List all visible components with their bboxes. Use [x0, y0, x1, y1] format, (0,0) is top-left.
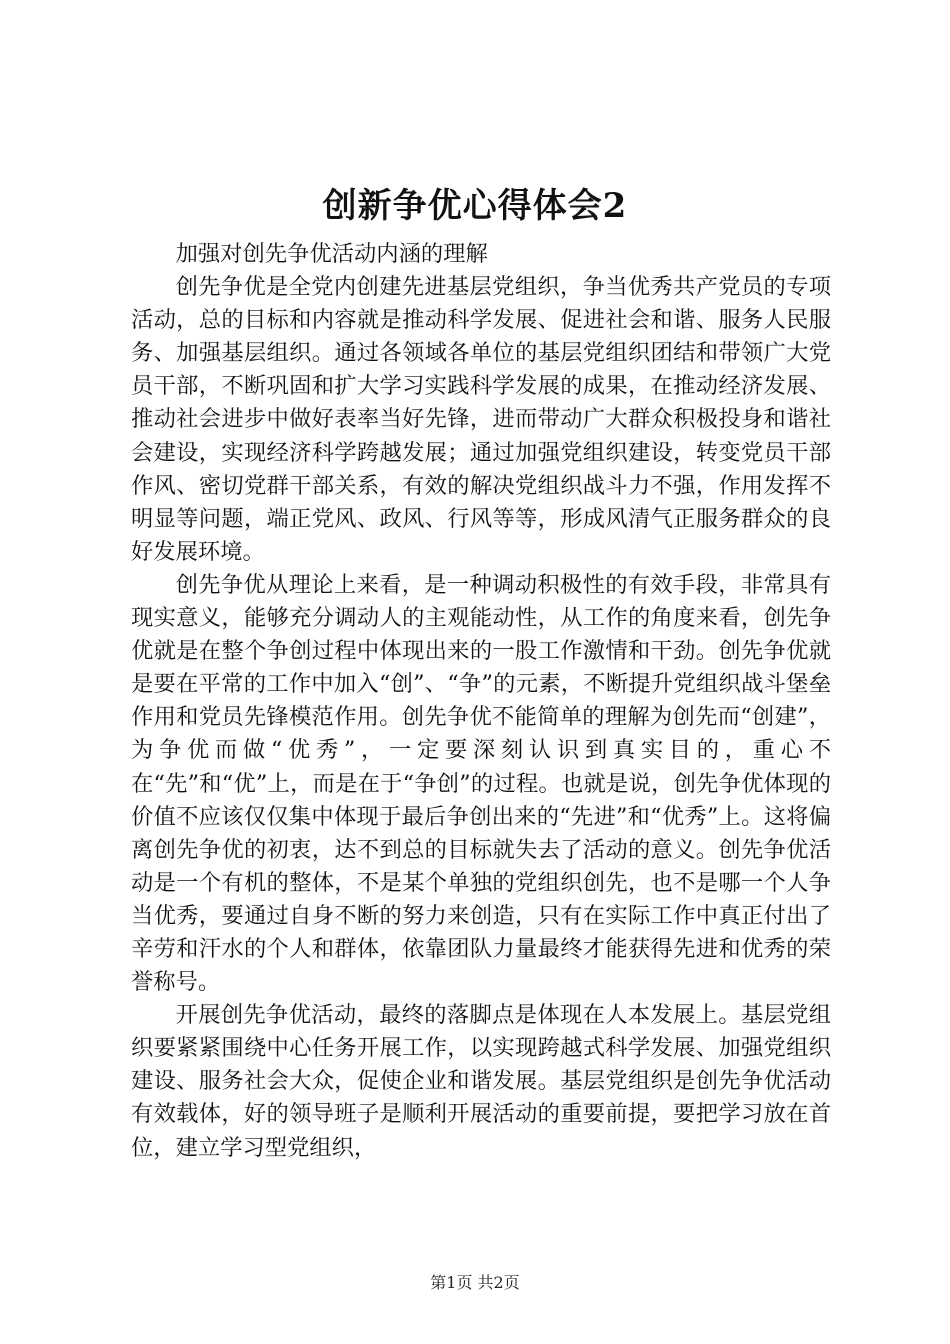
section-heading: 加强对创先争优活动内涵的理解 — [175, 241, 488, 267]
document-title: 创新争优心得体会2 — [322, 186, 628, 226]
paragraph: 创先争优从理论上来看，是一种调动积极性的有效手段，非常具有现实意义，能够充分调动人的主观能动性，从工作的角度来看，创先争优就是在整个争创过程中体现出来的一股工作激情和干劲。创先争优就是要在平常的工作中加入“创”、“争”的元素，不断提升党组织战斗堡垒作用和党员先锋模范作用。创先争优不能简单的理解为创先而“创建”，为争优而做“优秀”，一定要深刻认识到真实目的，重心不在“先”和“优”上，而是在于“争创”的过程。也就是说，创先争优体现的价值不应该仅仅集中体现于最后争创出来的“先进”和“优秀”上。这将偏离创先争优的初衷，达不到总的目标就失去了活动的意义。创先争优活动是一个有机的整体，不是某个单独的党组织创先，也不是哪一个人争当优秀，要通过自身不断的努力来创造，只有在实际工作中真正付出了辛劳和汗水的个人和群体，依靠团队力量最终才能获得先进和优秀的荣誉称号。 — [131, 571, 831, 996]
page-footer: 第1页 共2页 — [430, 1273, 520, 1292]
paragraph: 创先争优是全党内创建先进基层党组织，争当优秀共产党员的专项活动，总的目标和内容就是推动科学发展、促进社会和谐、服务人民服务、加强基层组织。通过各领域各单位的基层党组织团结和带领广大党员干部，不断巩固和扩大学习实践科学发展的成果，在推动经济发展、推动社会进步中做好表率当好先锋，进而带动广大群众积极投身和谐社会建设，实现经济科学跨越发展；通过加强党组织建设，转变党员干部作风、密切党群干部关系，有效的解决党组织战斗力不强，作用发挥不明显等问题，端正党风、政风、行风等等，形成风清气正服务群众的良好发展环境。 — [131, 274, 831, 565]
document-body — [131, 238, 831, 1165]
paragraph: 开展创先争优活动，最终的落脚点是体现在人本发展上。基层党组织要紧紧围绕中心任务开展工作，以实现跨越式科学发展、加强党组织建设、服务社会大众，促使企业和谐发展。基层党组织是创先争优活动有效载体，好的领导班子是顺利开展活动的重要前提，要把学习放在首位，建立学习型党组织， — [131, 1002, 831, 1161]
